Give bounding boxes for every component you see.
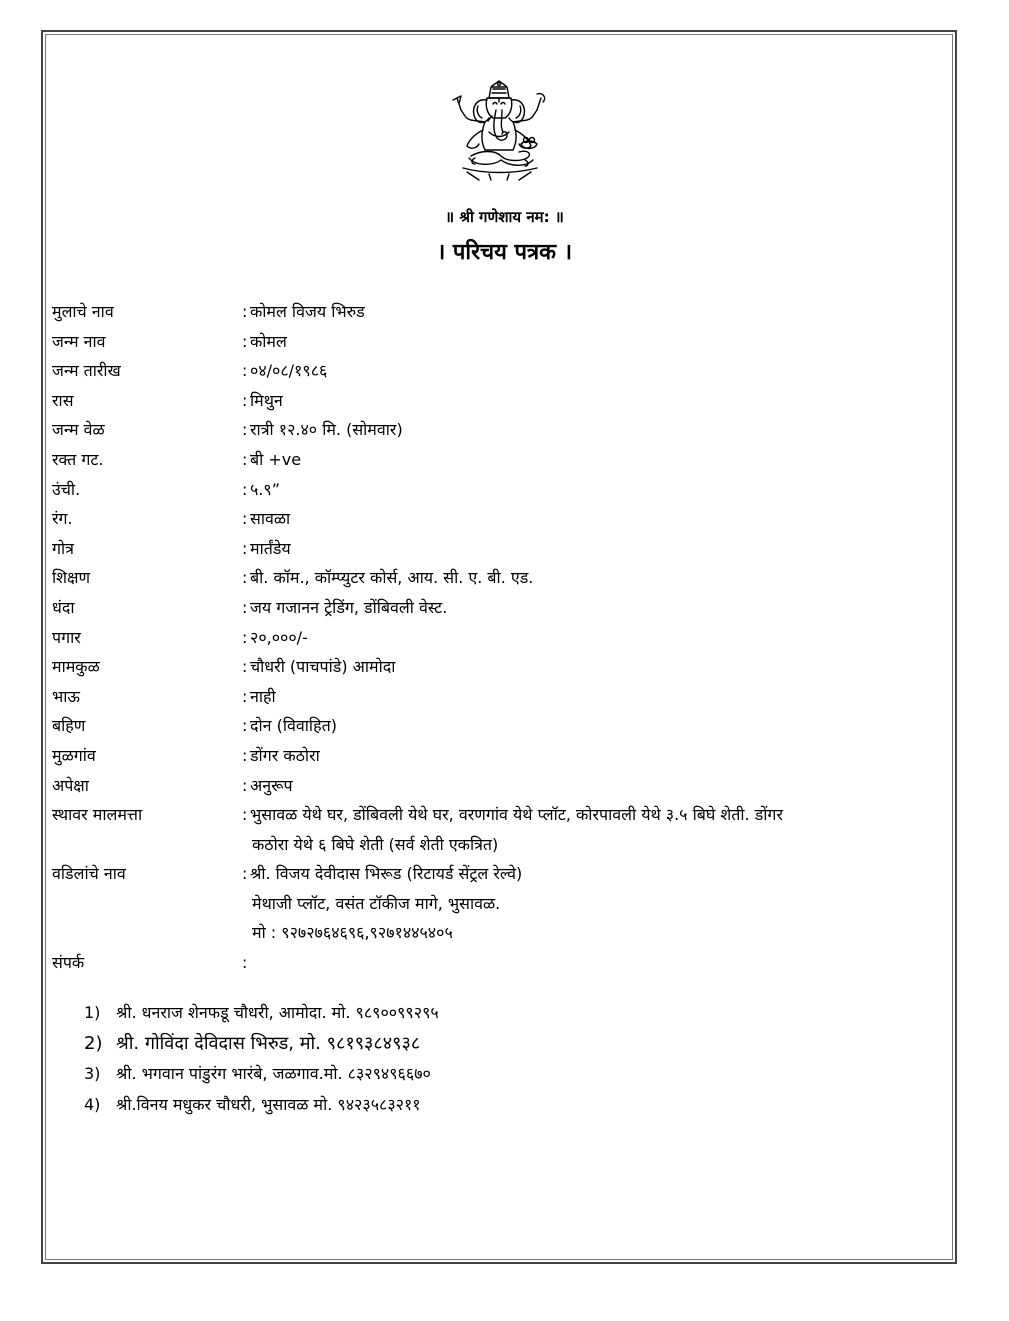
list-number: 4) [84,1094,101,1114]
detail-value: नाही [250,686,276,706]
detail-value: डोंगर कठोरा [250,745,320,765]
detail-label: शिक्षण [52,568,91,588]
detail-row [52,682,912,712]
list-item [84,1029,439,1060]
detail-label: रास [52,390,74,410]
detail-row [52,948,912,978]
detail-label: उंची. [52,479,81,499]
detail-separator: : [242,864,248,884]
detail-label: संपर्क [52,953,85,973]
detail-label: मुळगांव [52,745,96,765]
detail-label: वडिलांचे नाव [52,864,126,884]
contact-text: श्री. भगवान पांडुरंग भारंबे, जळगाव.मो. ८३२९४९६६७० [116,1064,431,1083]
detail-row [52,711,912,741]
detail-value: सावळा [250,509,291,529]
detail-separator: : [242,953,248,973]
detail-label: जन्म तारीख [52,361,121,381]
detail-value: चौधरी (पाचपांडे) आमोदा [250,657,396,677]
detail-continuation: मेथाजी प्लॉट, वसंत टॉकीज मागे, भुसावळ. [252,893,501,913]
list-item [84,1090,439,1121]
detail-label: रक्त गट. [52,449,104,469]
detail-separator: : [242,449,248,469]
list-number: 1) [84,1003,101,1022]
detail-value: बी +ve [250,449,302,469]
detail-label: धंदा [52,597,75,617]
detail-separator: : [242,331,248,351]
contact-text: श्री. धनराज शेनफडू चौधरी, आमोदा. मो. ९८९००९९२९५ [116,1003,439,1022]
page-title: । परिचय पत्रक । [436,240,573,265]
detail-row [52,741,912,771]
detail-separator: : [242,568,248,588]
detail-value: कोमल विजय भिरुड [250,302,365,321]
detail-separator: : [242,420,248,440]
contact-text: श्री. गोविंदा देविदास भिरुड, मो. ९८१९३८४९३८ [116,1032,421,1054]
details-section [52,297,912,978]
detail-row [52,504,912,534]
detail-separator: : [242,479,248,499]
detail-value: श्री. विजय देवीदास भिरूड (रिटायर्ड सेंट्रल रेल्वे) [250,864,523,884]
detail-value [250,948,912,978]
detail-separator: : [242,597,248,617]
detail-continuation: मो : ९२७२७६४६९६,९२७१४४५४०५ [252,923,453,943]
detail-row [52,623,912,653]
detail-row [52,859,912,889]
detail-row [52,652,912,682]
detail-continuation: कठोरा येथे ६ बिघे शेती (सर्व शेती एकत्रित) [252,834,499,854]
detail-separator: : [242,538,248,558]
list-item [84,1059,439,1090]
detail-separator: : [242,657,248,677]
ganesha-emblem-icon [445,80,553,182]
detail-separator: : [242,716,248,736]
detail-label: गोत्र [52,538,74,558]
detail-row [52,771,912,801]
detail-label: भाऊ [52,686,80,706]
detail-value: जय गजानन ट्रेडिंग, डोंबिवली वेस्ट. [250,597,448,617]
detail-label: पगार [52,627,81,647]
list-item [84,998,439,1029]
detail-row [52,445,912,475]
detail-value: दोन (विवाहित) [250,716,337,736]
detail-separator: : [242,302,248,321]
detail-row [52,297,912,327]
detail-label: जन्म नाव [52,331,106,351]
detail-separator: : [242,686,248,706]
detail-label: रंग. [52,509,73,529]
detail-label: जन्म वेळ [52,420,105,440]
detail-separator: : [242,627,248,647]
detail-row [52,327,912,357]
detail-row [52,415,912,445]
invocation-heading: ॥ श्री गणेशाय नम: ॥ [445,208,564,226]
detail-separator: : [242,805,248,825]
detail-value: ५.९” [250,479,281,499]
detail-row [52,534,912,564]
list-number: 3) [84,1064,101,1083]
detail-label: मामकुळ [52,657,100,677]
detail-label: स्थावर मालमत्ता [52,805,143,825]
detail-label: बहिण [52,716,86,736]
detail-value: बी. कॉम., कॉम्प्युटर कोर्स, आय. सी. ए. बी. एड. [250,568,534,588]
list-number: 2) [84,1032,103,1054]
detail-separator: : [242,509,248,529]
detail-label: मुलाचे नाव [52,302,114,321]
contacts-list [84,998,439,1120]
detail-row [52,386,912,416]
detail-value: रात्री १२.४० मि. (सोमवार) [250,420,403,440]
detail-row [52,475,912,505]
detail-value: ०४/०८/१९८६ [250,361,328,381]
detail-value: कोमल [250,331,287,351]
detail-row [52,563,912,593]
detail-separator: : [242,775,248,795]
detail-separator: : [242,745,248,765]
contact-text: श्री.विनय मधुकर चौधरी, भुसावळ मो. ९४२३५८३२११ [116,1094,421,1114]
detail-separator: : [242,361,248,381]
detail-value: भुसावळ येथे घर, डोंबिवली येथे घर, वरणगांव येथे प्लॉट, कोरपावली येथे ३.५ बिघे शेती. डोंगर [250,805,783,825]
detail-row [52,356,912,386]
detail-row [52,593,912,623]
detail-separator: : [242,390,248,410]
detail-value: मिथुन [250,390,283,410]
detail-row [52,800,912,830]
detail-label: अपेक्षा [52,775,89,795]
detail-value: मार्तंडेय [250,538,291,558]
detail-value: अनुरूप [250,775,293,795]
detail-value: २०,०००/- [250,627,308,647]
